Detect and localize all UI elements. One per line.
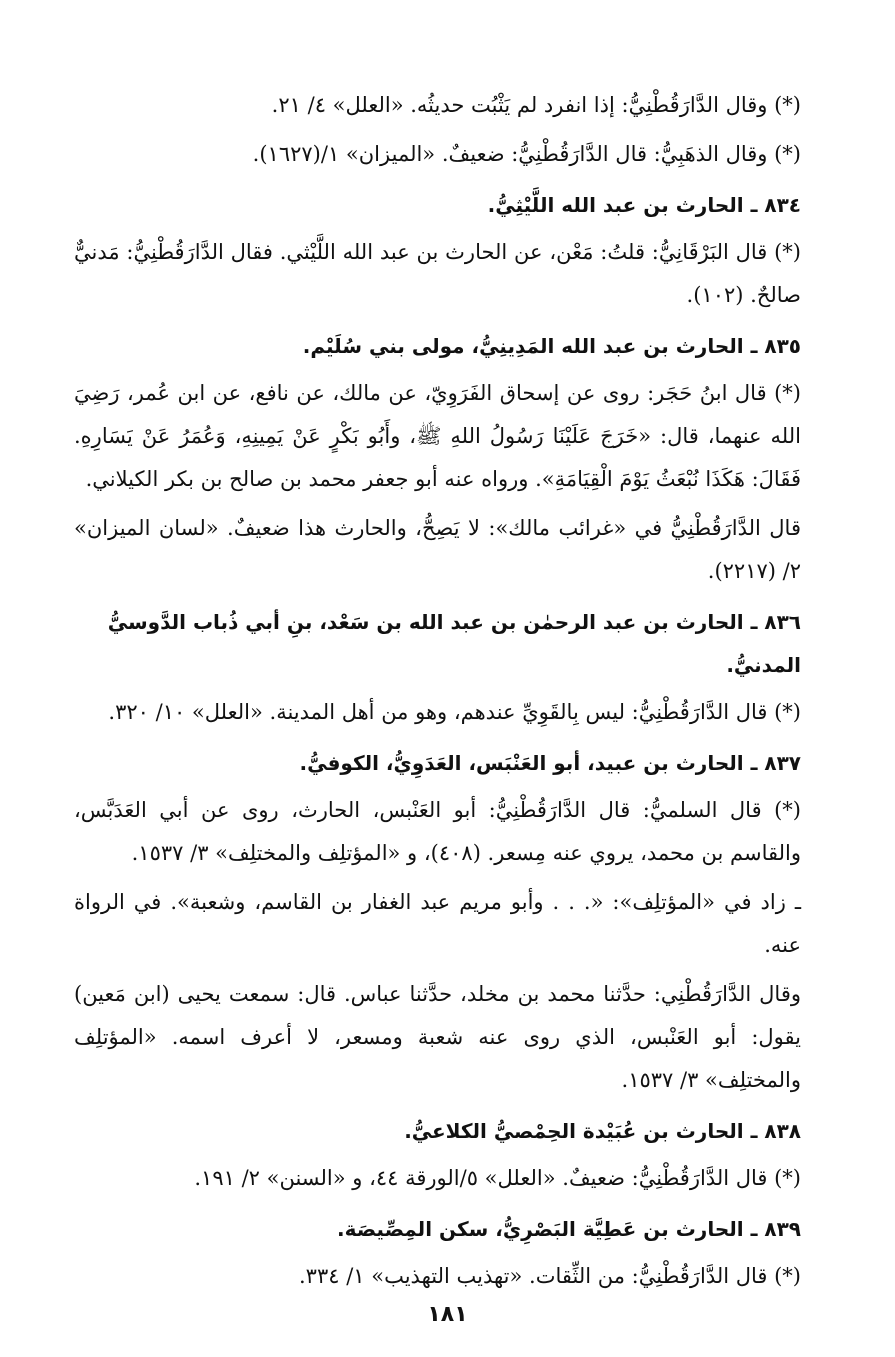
paragraph: (*) قال الدَّارَقُطْنِيُّ: من الثِّقات. «تهذيب التهذيب» ١/ ٣٣٤. — [298, 1264, 801, 1288]
entry-heading-837: ٨٣٧ ـ الحارث بن عبيد، أبو العَنْبَس، العَدَوِيُّ، الكوفيُّ. — [299, 751, 801, 775]
paragraph: (*) قال ابنُ حَجَر: روى عن إسحاق الفَرَوِيّ، عن مالك، عن نافع، عن ابن عُمر، رَضِيَ الله عنهما، قال: «خَرَجَ عَلَيْنَا رَسُولُ اللهِ ﷺ، وأَبُو بَكْرٍ عَنْ يَمِينِهِ، وَعُمَرُ عَنْ يَسَارِهِ. فَقَالَ: هَكَذَا نُبْعَثُ يَوْمَ الْقِيَامَةِ». ورواه عنه أبو جعفر محمد بن صالح بن بكر الكيلاني. — [74, 381, 801, 491]
page-number: ١٨١ — [427, 1302, 468, 1327]
entry-heading-838: ٨٣٨ ـ الحارث بن عُبَيْدة الحِمْصيُّ الكلاعيُّ. — [404, 1119, 801, 1143]
paragraph: (*) وقال الدَّارَقُطْنِيُّ: إذا انفرد لم يَثْبُت حديثُه. «العلل» ٤/ ٢١. — [271, 93, 801, 117]
entry-heading-835: ٨٣٥ ـ الحارث بن عبد الله المَدِينِيُّ، مولى بني سُلَيْم. — [302, 334, 801, 358]
paragraph: (*) قال الدَّارَقُطْنِيُّ: ضعيفٌ. «العلل» ٥/الورقة ٤٤، و «السنن» ٢/ ١٩١. — [194, 1166, 801, 1190]
paragraph: (*) قال السلميُّ: قال الدَّارَقُطْنِيُّ: أبو العَنْبس، الحارث، روى عن أبي العَدَبَّس، والقاسم بن محمد، يروي عنه مِسعر. (٤٠٨)، و «المؤتلِف والمختلِف» ٣/ ١٥٣٧. — [74, 798, 801, 865]
paragraph: قال الدَّارَقُطْنِيُّ في «غرائب مالك»: لا يَصِحُّ، والحارث هذا ضعيفٌ. «لسان الميزان» ٢/ (٢٢١٧). — [74, 516, 801, 583]
paragraph: (*) قال الدَّارَقُطْنِيُّ: ليس بِالقَوِيِّ عندهم، وهو من أهل المدينة. «العلل» ١٠/ ٣٢٠. — [108, 700, 801, 724]
entry-heading-836: ٨٣٦ ـ الحارث بن عبد الرحمٰن بن عبد الله بن سَعْد، بنِ أبي ذُباب الدَّوسيُّ المدنيُّ. — [107, 610, 801, 677]
paragraph: ـ زاد في «المؤتلِف»: «. . . وأبو مريم عبد الغفار بن القاسم، وشعبة». في الرواة عنه. — [74, 890, 801, 957]
paragraph: وقال الدَّارَقُطْنِي: حدَّثنا محمد بن مخلد، حدَّثنا عباس. قال: سمعت يحيى (ابن مَعين) يقول: أبو العَنْبس، الذي روى عنه شعبة ومسعر، لا أعرف اسمه. «المؤتلِف والمختلِف» ٣/ ١٥٣٧. — [74, 982, 801, 1092]
paragraph: (*) قال البَرْقَانِيُّ: قلتُ: مَعْن، عن الحارث بن عبد الله اللَّيْثي. فقال الدَّارَقُطْنِيُّ: مَدنيٌّ صالحٌ. (١٠٢). — [74, 240, 801, 307]
paragraph: (*) وقال الذهَبِيُّ: قال الدَّارَقُطْنِيُّ: ضعيفٌ. «الميزان» ١/(١٦٢٧). — [252, 142, 801, 166]
entry-heading-839: ٨٣٩ ـ الحارث بن عَطِيَّة البَصْرِيُّ، سكن المِصِّيصَة. — [336, 1217, 801, 1241]
page-body — [74, 84, 837, 1304]
entry-heading-834: ٨٣٤ ـ الحارث بن عبد الله اللَّيْثِيُّ. — [487, 193, 801, 217]
